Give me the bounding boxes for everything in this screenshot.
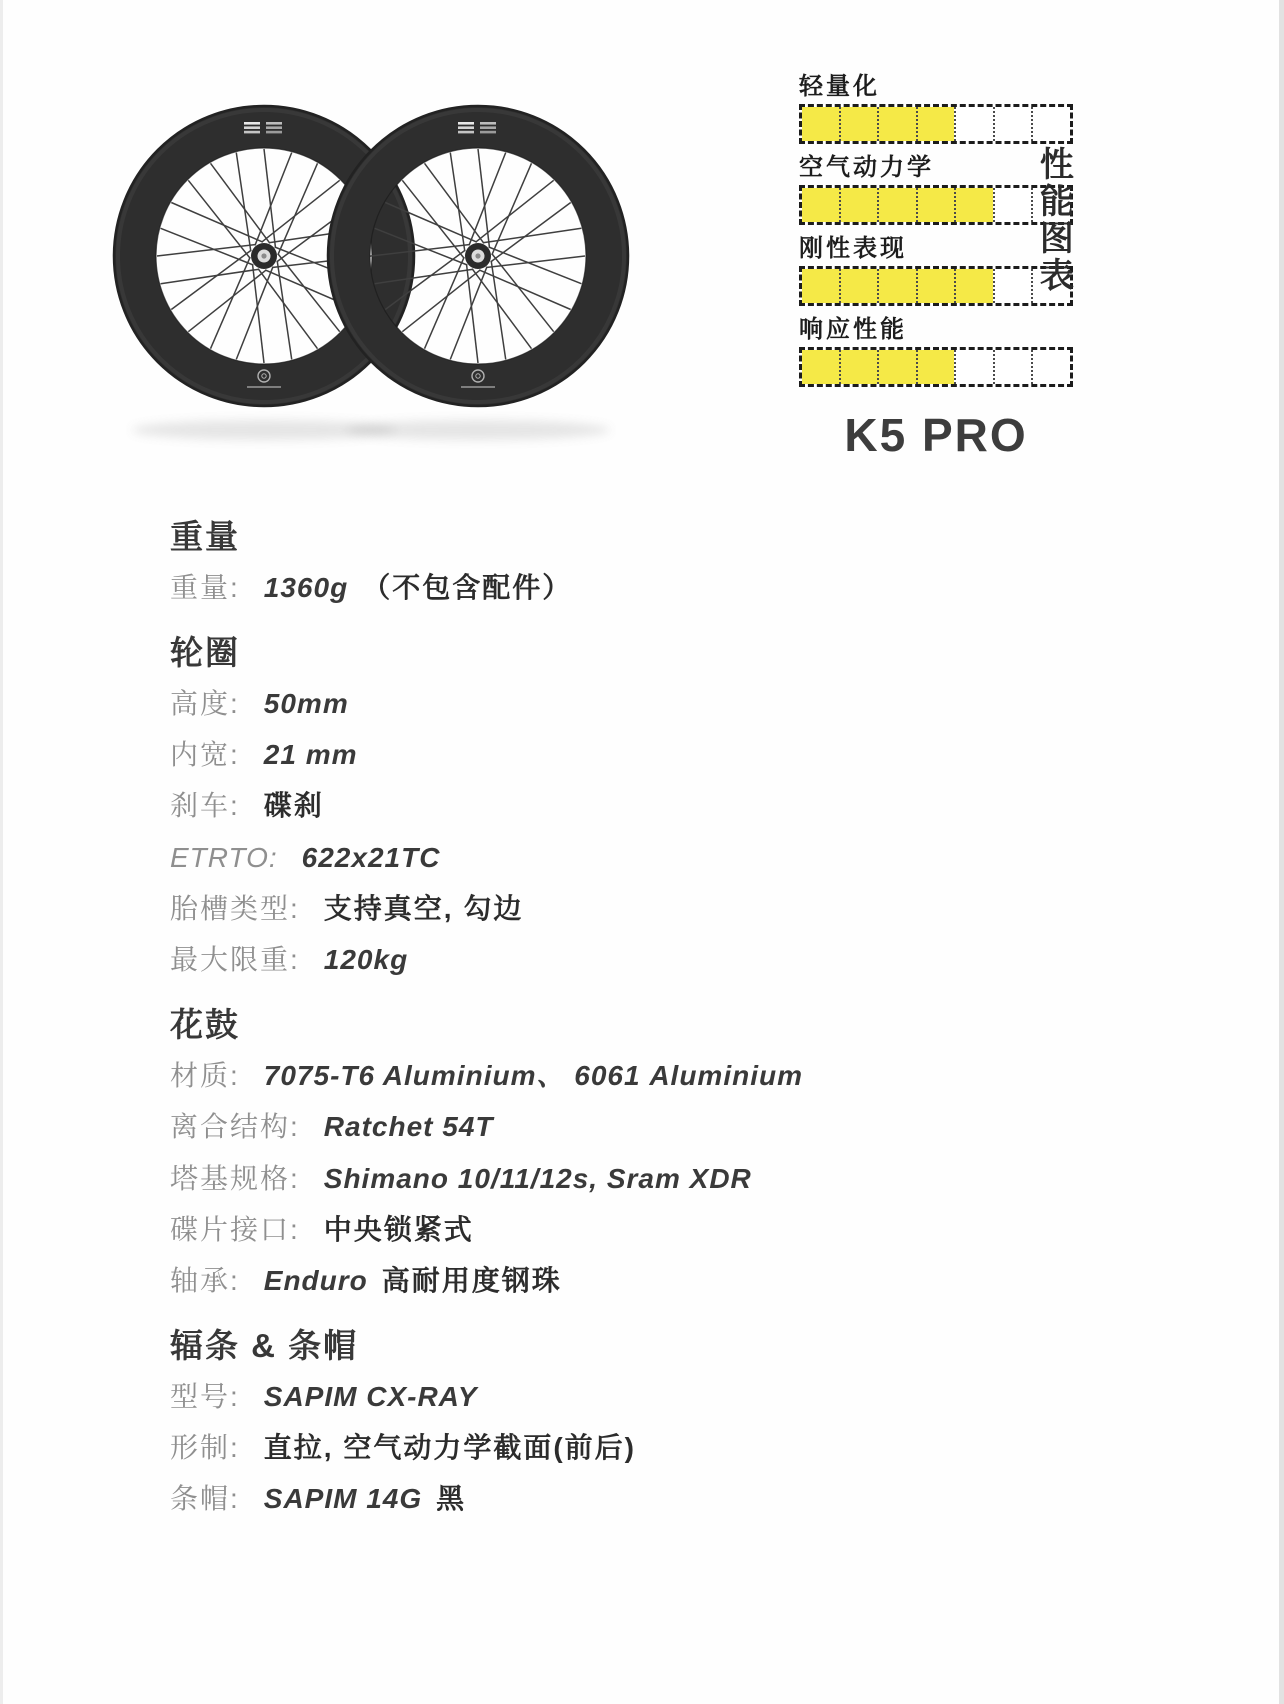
chart-cell-empty [993,107,1032,141]
spec-label: 碟片接口: [170,1213,300,1245]
spec-value-cjk: 高耐用度钢珠 [381,1264,562,1296]
chart-cell-empty [993,269,1032,303]
spec-section [170,1006,1150,1297]
spec-label: 刹车: [170,790,240,822]
chart-bar-label: 空气动力学 [799,154,934,181]
spec-value-latin: 1360g [263,571,349,603]
wheelset-image [78,58,698,458]
chart-cell-filled [839,107,878,141]
spec-label: 条帽: [170,1483,240,1515]
chart-bar-label: 响应性能 [799,316,907,343]
spec-label: 重量: [170,571,240,603]
wheel-shadow [346,420,610,440]
chart-cell-filled [839,269,878,303]
spec-label: 最大限重: [170,944,300,975]
spec-value-latin: 622x21TC [301,841,441,873]
spec-label: 内宽: [170,739,240,771]
wheelset-photo [78,58,698,458]
spec-section [170,518,1150,604]
chart-bar-group [799,316,1073,387]
spec-row [170,790,1150,822]
spec-row [170,1432,1150,1464]
spec-label: 高度: [170,688,240,720]
spec-label: 轴承: [170,1264,240,1296]
spec-value-latin: SAPIM CX-RAY [263,1381,478,1412]
chart-cell-empty [954,107,993,141]
spec-value-latin: Ratchet 54T [323,1111,494,1143]
spec-value-latin: SAPIM 14G [263,1483,423,1515]
spec-label: 材质: [170,1060,240,1092]
spec-row [170,1111,1150,1143]
spec-section-title: 轮圈 [170,634,240,672]
spec-value-cjk: 黑 [436,1483,467,1515]
product-model-name: K5 PRO [844,409,1028,461]
spec-row [170,1163,1150,1195]
specs [170,518,1150,1546]
spec-row [170,842,1150,874]
chart-cell-filled [802,350,839,384]
spec-row [170,1265,1150,1297]
spec-value-latin: 21 mm [263,739,358,771]
spec-row [170,1060,1150,1092]
spec-value-latin: 120kg [323,944,409,975]
spec-value-latin: 50mm [263,688,349,720]
spec-row [170,1483,1150,1515]
chart-cell-filled [877,350,916,384]
chart-cell-empty [1031,350,1070,384]
chart-bar [799,266,1073,306]
chart-cell-empty [954,350,993,384]
spec-row [170,1214,1150,1246]
chart-cell-filled [916,107,955,141]
spec-value-cjk: 直拉, 空气动力学截面(前后) [263,1432,636,1464]
spec-value-cjk: （不包含配件） [362,571,573,603]
chart-cell-empty [993,188,1032,222]
spec-section [170,1327,1150,1516]
spec-row [170,572,1150,604]
chart-cell-filled [916,188,955,222]
spec-row [170,739,1150,771]
performance-chart [799,73,1073,397]
chart-cell-filled [802,188,839,222]
spec-section-title: 重量 [170,518,240,555]
chart-bar-group [799,154,1073,225]
chart-cell-filled [877,269,916,303]
chart-cell-filled [916,350,955,384]
chart-cell-empty [1031,107,1070,141]
chart-cell-filled [877,107,916,141]
spec-label: 型号: [170,1381,240,1412]
chart-bar [799,347,1073,387]
spec-value-latin: 7075-T6 Aluminium、 6061 Aluminium [263,1060,803,1092]
spec-value-latin: Enduro [263,1264,368,1296]
spec-section-title: 辐条 & 条帽 [170,1327,359,1365]
spec-label: 离合结构: [170,1111,300,1143]
chart-cell-filled [877,188,916,222]
spec-section-title: 花鼓 [170,1006,240,1044]
spec-section [170,634,1150,976]
wheel-right [328,106,628,406]
spec-label: 形制: [170,1432,240,1464]
chart-bar-group [799,73,1073,144]
chart-bar-group [799,235,1073,306]
chart-cell-filled [839,350,878,384]
spec-value-cjk: 碟刹 [263,790,324,822]
spec-value-latin: Shimano 10/11/12s, Sram XDR [323,1162,752,1194]
spec-value-cjk: 支持真空, 勾边 [323,892,524,924]
chart-cell-empty [993,350,1032,384]
chart-cell-filled [802,269,839,303]
spec-row [170,893,1150,925]
chart-cell-filled [802,107,839,141]
chart-bar [799,185,1073,225]
spec-label: ETRTO: [170,841,278,873]
spec-label: 塔基规格: [170,1162,300,1194]
chart-bar [799,104,1073,144]
chart-title: 性能图表 [1034,146,1073,294]
chart-cell-filled [954,269,993,303]
chart-cell-filled [954,188,993,222]
chart-cell-filled [839,188,878,222]
spec-value-cjk: 中央锁紧式 [323,1213,474,1245]
spec-row [170,688,1150,720]
chart-bar-label: 刚性表现 [799,235,907,262]
spec-label: 胎槽类型: [170,892,300,924]
spec-row [170,1381,1150,1413]
chart-bar-label: 轻量化 [799,73,880,100]
spec-row [170,944,1150,976]
chart-cell-filled [916,269,955,303]
